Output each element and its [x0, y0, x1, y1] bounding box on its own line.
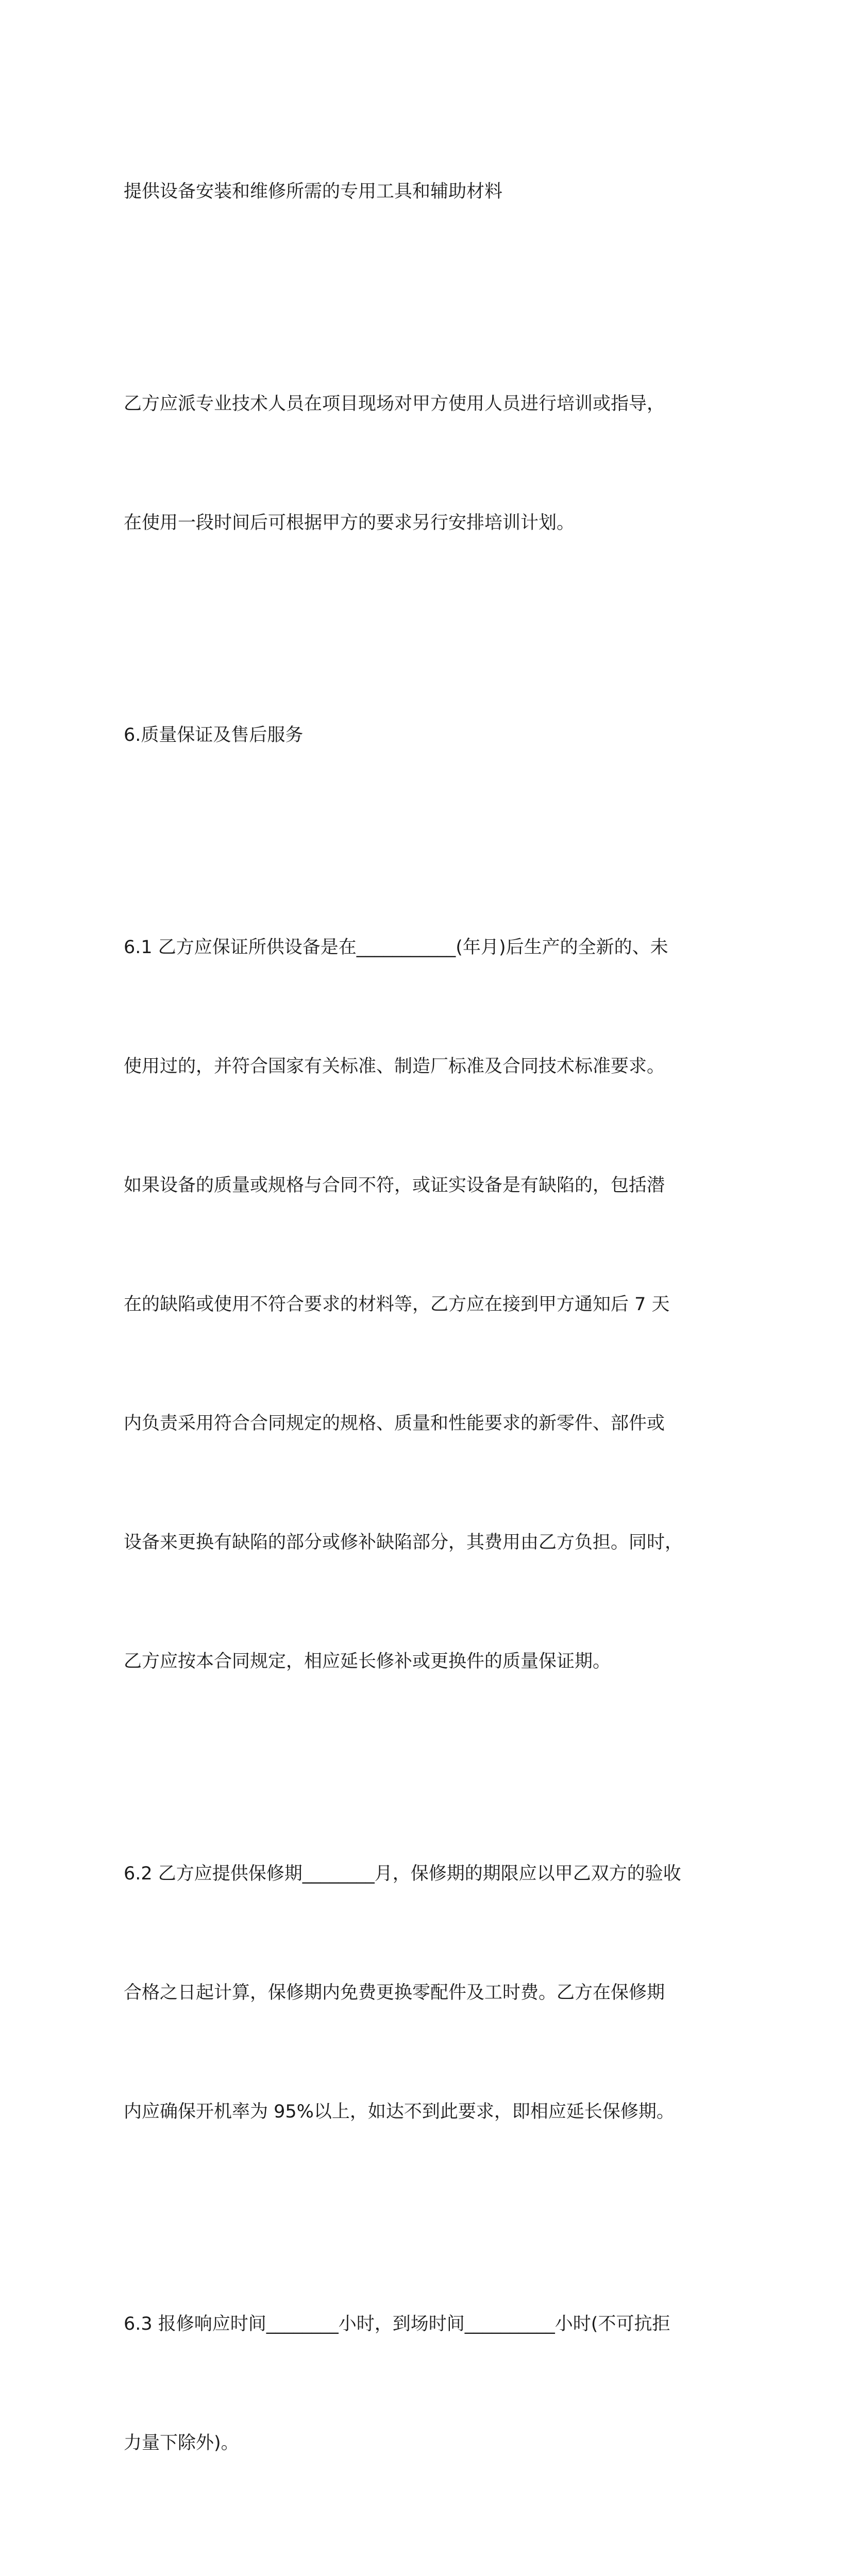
text-line: 设备来更换有缺陷的部分或修补缺陷部分，其费用由乙方负担。同时， — [124, 1532, 683, 1553]
text-line: 提供设备安装和维修所需的专用工具和辅助材料 — [124, 181, 503, 202]
paragraph-tools — [124, 93, 716, 291]
clause-6-4 — [124, 2556, 716, 2576]
text-line: 在的缺陷或使用不符合要求的材料等，乙方应在接到甲方通知后 7 天 — [124, 1294, 670, 1315]
text-line: 6.3 报修响应时间________小时，到场时间__________小时(不可抗拒 — [124, 2314, 670, 2334]
text-line: 在使用一段时间后可根据甲方的要求另行安排培训计划。 — [124, 513, 575, 533]
text-line: 6.质量保证及售后服务 — [124, 725, 304, 745]
text-line: 乙方应按本合同规定，相应延长修补或更换件的质量保证期。 — [124, 1651, 611, 1672]
clause-6-3 — [124, 2225, 716, 2543]
clause-6-2 — [124, 1775, 716, 2211]
text-line: 合格之日起计算，保修期内免费更换零配件及工时费。乙方在保修期 — [124, 1982, 665, 2003]
text-line: 内负责采用符合合同规定的规格、质量和性能要求的新零件、部件或 — [124, 1413, 665, 1434]
text-line: 6.2 乙方应提供保修期________月，保修期的期限应以甲乙双方的验收 — [124, 1863, 681, 1884]
document-body — [124, 93, 716, 2576]
text-line: 如果设备的质量或规格与合同不符，或证实设备是有缺陷的，包括潜 — [124, 1175, 665, 1196]
text-line: 使用过的，并符合国家有关标准、制造厂标准及合同技术标准要求。 — [124, 1056, 665, 1077]
text-line: 内应确保开机率为 95%以上，如达不到此要求，即相应延长保修期。 — [124, 2102, 675, 2122]
paragraph-training — [124, 305, 716, 622]
text-line: 6.1 乙方应保证所供设备是在___________(年月)后生产的全新的、未 — [124, 937, 668, 958]
clause-6-1 — [124, 849, 716, 1761]
section-heading-6 — [124, 636, 716, 835]
text-line: 力量下除外)。 — [124, 2433, 239, 2453]
text-line: 乙方应派专业技术人员在项目现场对甲方使用人员进行培训或指导， — [124, 394, 665, 414]
